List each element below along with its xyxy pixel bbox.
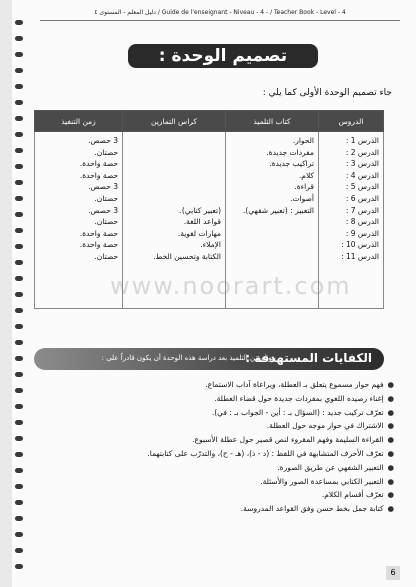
competency-item: ● تعرّف تركيب جديد : (السؤال بـ : أين - الجواب بـ : في). — [54, 406, 394, 420]
header-lessons: الدروس — [319, 111, 384, 132]
bullet-icon: ● — [387, 448, 394, 458]
spiral-hole — [15, 212, 23, 217]
header-time: زمن التنفيذ — [35, 111, 123, 132]
competency-item: ● فهم حوار مسموع يتعلق بـ العطلة، ويراعاة آداب الاستماع. — [54, 378, 394, 392]
spiral-hole — [15, 132, 23, 137]
student-book-cell: قراءة. — [294, 182, 314, 192]
exercise-cell: قواعد اللغة. — [183, 217, 221, 227]
time-cell: حصتان. — [94, 217, 118, 227]
header-student-book: كتاب التلميذ — [226, 111, 319, 132]
time-cell: حصة واحدة. — [79, 240, 118, 250]
spiral-hole — [15, 260, 23, 265]
competencies-banner — [34, 348, 384, 370]
bullet-icon: ● — [387, 421, 394, 431]
bullet-icon: ● — [387, 490, 394, 500]
competencies-title: الكفايات المستهدفة : — [245, 351, 372, 365]
spiral-hole — [15, 420, 23, 425]
spiral-hole — [15, 20, 23, 25]
competency-item: ● إغناء رصيده اللغوي بمفردات جديدة حول قضاء العطلة. — [54, 392, 394, 406]
spacer — [127, 170, 221, 182]
spiral-hole — [15, 452, 23, 457]
time-cell: 3 حصص. — [88, 205, 118, 215]
lesson-cell: الدرس 2 : — [345, 147, 379, 157]
spiral-hole — [15, 436, 23, 441]
bullet-icon: ● — [387, 380, 394, 389]
spacer — [127, 181, 221, 193]
time-cell: حصتان. — [94, 147, 118, 157]
spiral-hole — [15, 340, 23, 345]
student-book-cell: كلام. — [298, 170, 314, 180]
bullet-icon: ● — [387, 393, 394, 403]
section-title: تصميم الوحدة : — [128, 44, 318, 68]
spiral-hole — [15, 404, 23, 409]
lesson-cell: الدرس 6 : — [345, 193, 379, 203]
spiral-hole — [15, 68, 23, 73]
lesson-cell: الدرس 9 : — [345, 228, 379, 238]
competency-item: ● تعرّف الأحرف المتشابهة في اللفظ : (د - ذ)، (هـ - ح)، والتدرّب على كتابتهما. — [54, 447, 394, 461]
spiral-hole — [15, 564, 23, 569]
lesson-cell: الدرس 1 : — [345, 136, 379, 145]
bullet-icon: ● — [387, 476, 394, 486]
spacer — [127, 135, 221, 147]
exercise-cell: الكتابة وتحسين الخط. — [153, 251, 221, 261]
student-book-cell: تراكيب جديدة. — [269, 159, 314, 169]
competencies-list — [54, 378, 394, 516]
spiral-hole — [15, 468, 23, 473]
lesson-cell: الدرس 11 : — [341, 251, 379, 261]
spiral-hole — [15, 356, 23, 361]
spiral-hole — [15, 84, 23, 89]
spiral-hole — [15, 228, 23, 233]
bullet-icon: ● — [387, 504, 394, 514]
student-book-cell: مفردات جديدة. — [266, 147, 314, 157]
lesson-cell: الدرس 10 : — [341, 240, 379, 250]
bullet-icon: ● — [387, 407, 394, 417]
watermark: www.noorart.com — [110, 272, 352, 300]
spiral-hole — [15, 52, 23, 57]
competency-item: ● كتابة جمل بخط حسن وفق القواعد المدروسة. — [54, 502, 394, 516]
spiral-hole — [15, 100, 23, 105]
spiral-hole — [15, 532, 23, 537]
spiral-hole — [15, 388, 23, 393]
running-header: دليل المعلم - المستوى ٤ / Guide de l'enseignant - Niveau - 4 - / Teacher Book - Level - 4 — [40, 6, 400, 21]
time-cell: حصة واحدة. — [79, 170, 118, 180]
spiral-hole — [15, 292, 23, 297]
spiral-hole — [15, 36, 23, 41]
student-book-cell: التعبير : (تعبير شفهي). — [243, 205, 314, 215]
competency-item: ● الاشتراك في حوار موجه حول العطلة. — [54, 419, 394, 433]
bullet-icon: ● — [387, 435, 394, 445]
spiral-hole — [15, 372, 23, 377]
spiral-hole — [15, 196, 23, 201]
competency-item: ● تعرّف أقسام الكلام. — [54, 488, 394, 502]
competency-item: ● التعبير الكتابي بمساعدة الصور والأسئلة. — [54, 475, 394, 489]
competency-item: ● التعبير الشفهي عن طريق الصورة. — [54, 461, 394, 475]
spiral-binding — [12, 0, 26, 587]
spacer — [127, 193, 221, 205]
spiral-hole — [15, 308, 23, 313]
spiral-hole — [15, 516, 23, 521]
spiral-hole — [15, 324, 23, 329]
header-exercises: كراس التمارين — [123, 111, 226, 132]
spiral-hole — [15, 116, 23, 121]
spiral-hole — [15, 548, 23, 553]
competencies-intro: يتوقع من التلميذ بعد دراسة هذه الوحدة أن يكون قادراً على : — [101, 354, 276, 362]
spacer — [127, 147, 221, 159]
lesson-cell: الدرس 8 : — [345, 217, 379, 227]
spiral-hole — [15, 500, 23, 505]
student-book-cell: الحوار. — [292, 136, 314, 145]
time-cell: حصة واحدة. — [79, 228, 118, 238]
page-number: 6 — [386, 566, 400, 580]
intro-text: جاء تصميم الوحدة الأولى كما يلي : — [262, 88, 392, 98]
spiral-hole — [15, 164, 23, 169]
exercise-cell: الإملاء. — [200, 240, 221, 250]
lesson-cell: الدرس 3 : — [345, 159, 379, 169]
exercise-cell: (تعبير كتابي). — [179, 205, 221, 215]
spiral-hole — [15, 180, 23, 185]
time-cell: 3 حصص. — [88, 136, 118, 145]
time-cell: حصتان. — [94, 193, 118, 203]
student-book-cell: أصوات. — [290, 193, 314, 203]
bullet-icon: ● — [387, 462, 394, 472]
lesson-cell: الدرس 4 : — [345, 170, 379, 180]
time-cell: حصتان. — [94, 251, 118, 261]
spiral-hole — [15, 244, 23, 249]
time-cell: حصة واحدة. — [79, 159, 118, 169]
competency-item: ● القراءة السليمة وفهم المقروء لنص قصير حول عطلة الأسبوع. — [54, 433, 394, 447]
spiral-hole — [15, 484, 23, 489]
spiral-hole — [15, 276, 23, 281]
time-cell: 3 حصص. — [88, 182, 118, 192]
exercise-cell: مهارات لغوية. — [177, 228, 221, 238]
spacer — [127, 158, 221, 170]
lesson-cell: الدرس 7 : — [345, 205, 379, 215]
spiral-hole — [15, 148, 23, 153]
lesson-cell: الدرس 5 : — [345, 182, 379, 192]
